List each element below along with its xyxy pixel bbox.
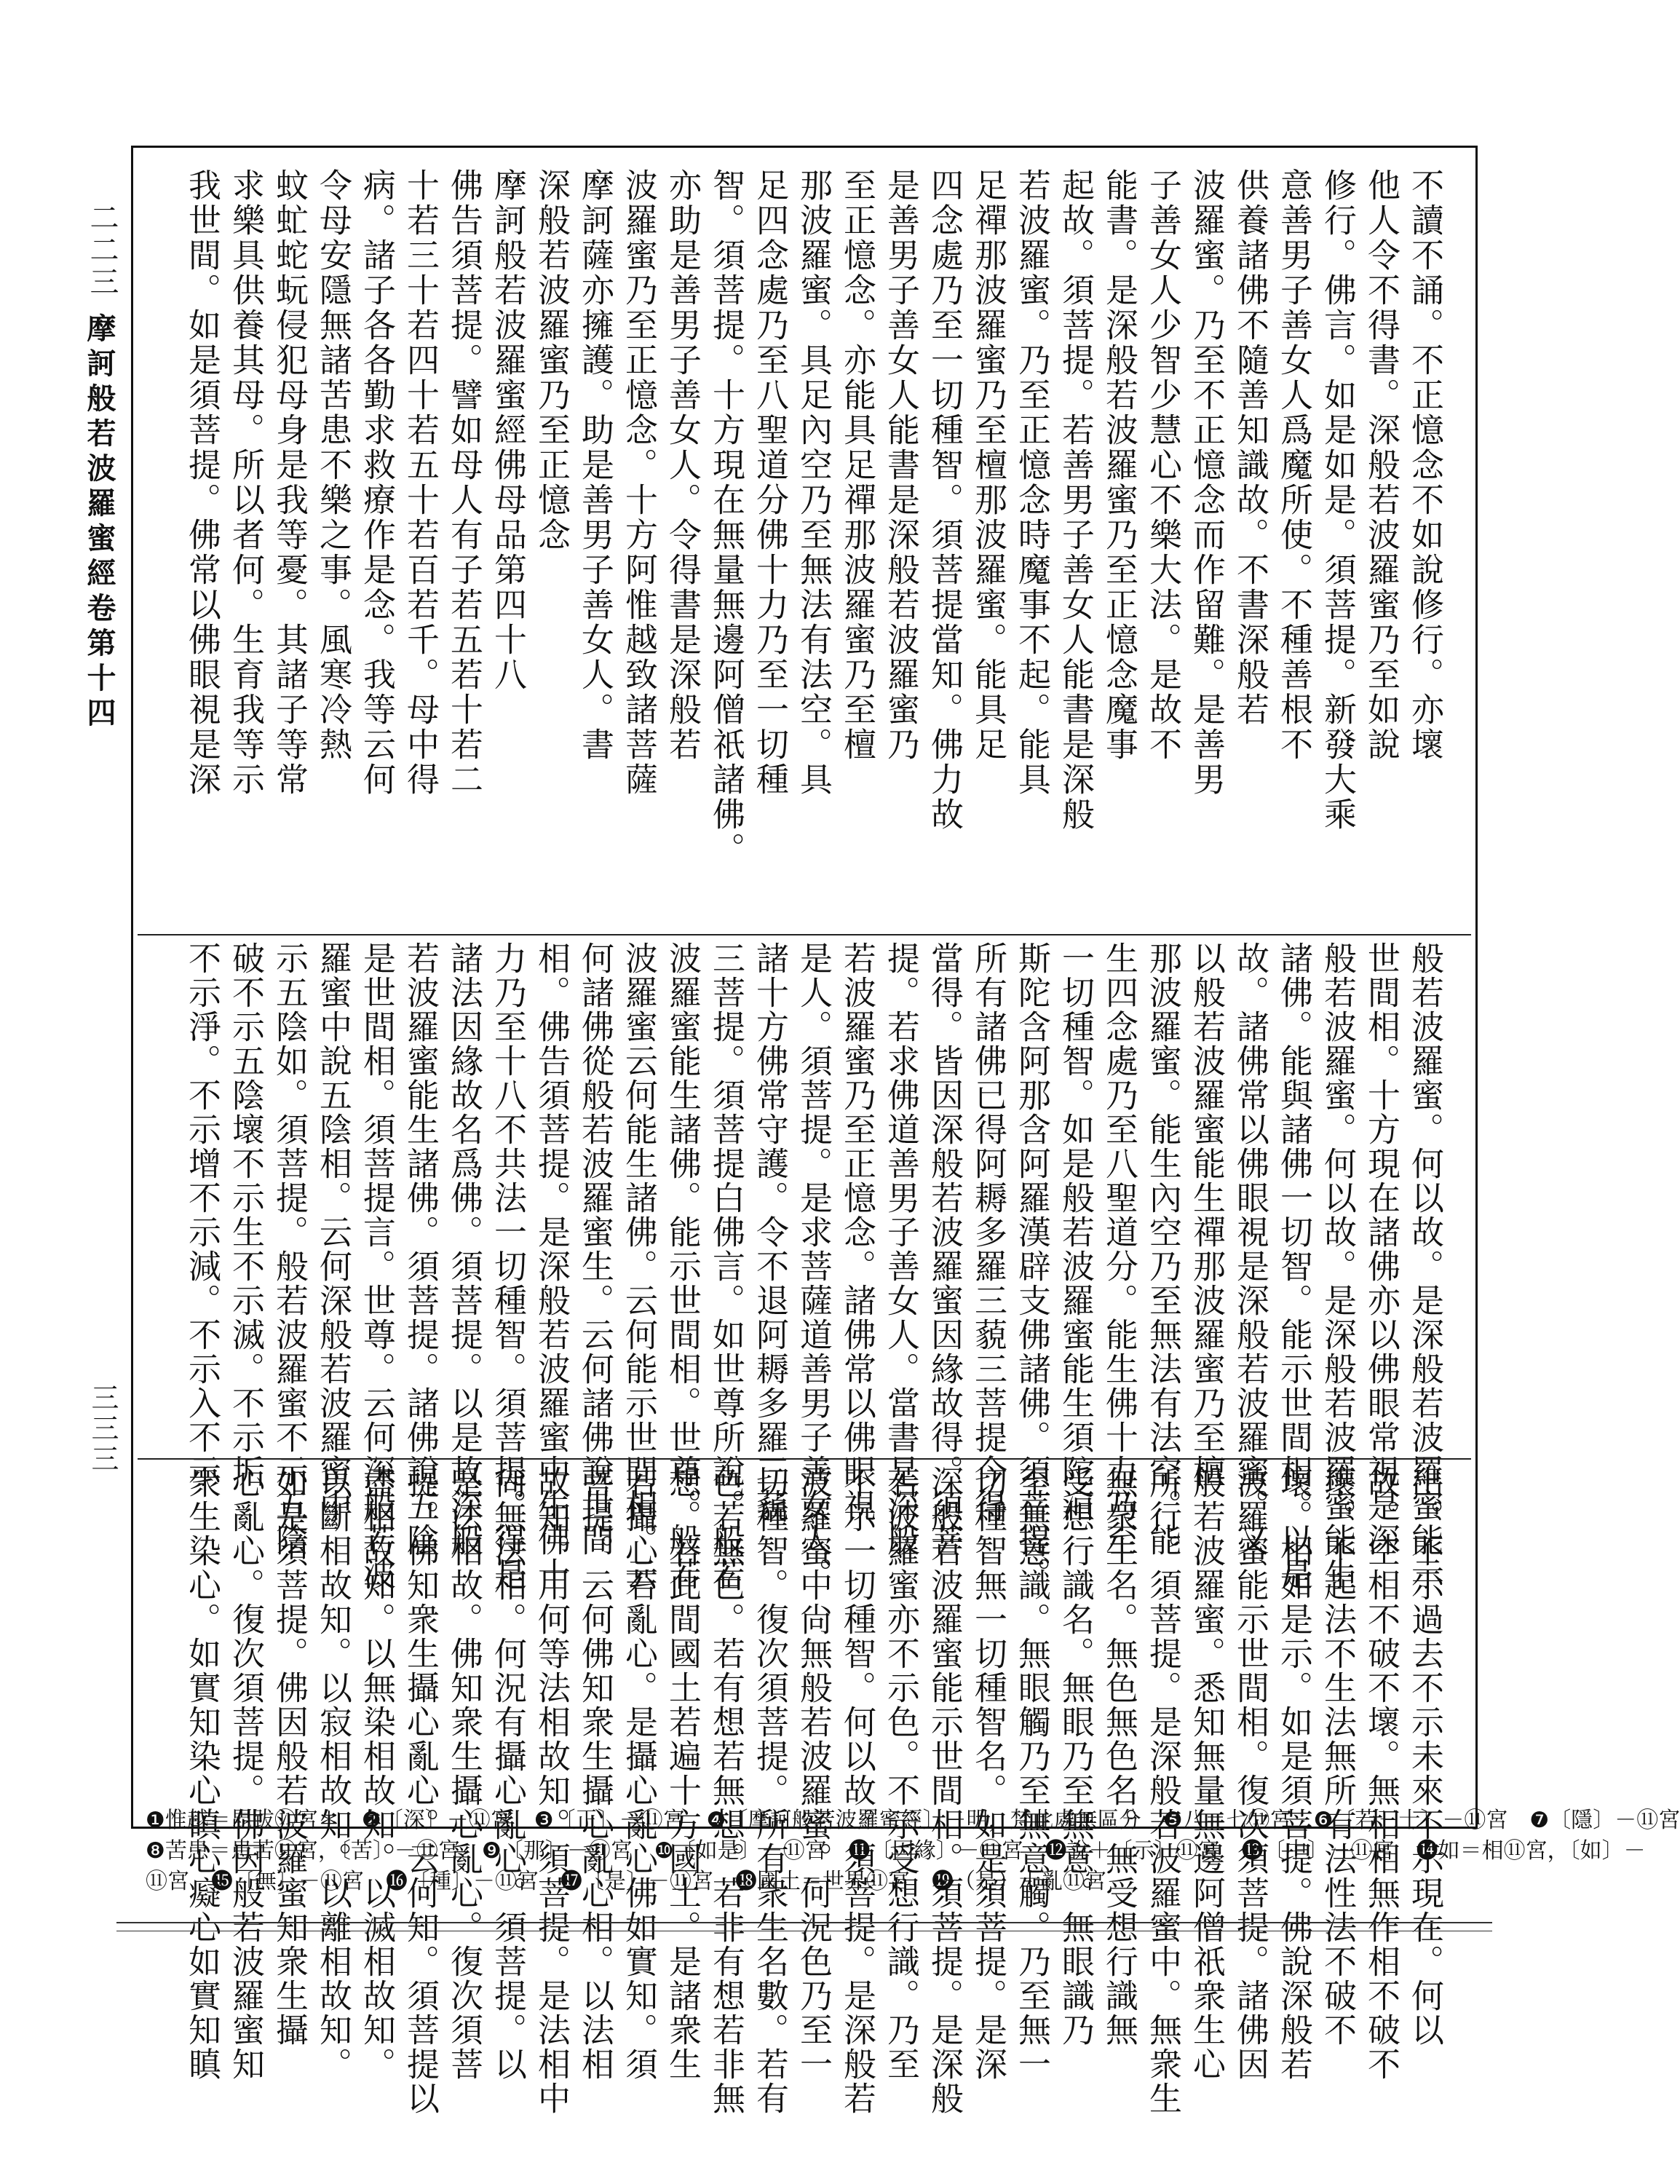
text-column: 波羅蜜能示世間相。復次須菩提。諸佛因 [1231, 1465, 1269, 2081]
tier-divider-2 [138, 1458, 1471, 1460]
text-column: 是人。須菩提。是求菩薩道善男子善女人。 [794, 941, 833, 1591]
text-column: 波羅蜜中尙無般若波羅蜜。何況色乃至一 [794, 1465, 833, 2081]
bottom-rule [116, 1922, 1492, 1923]
text-column: 四念處乃至一切種智。須菩提當知。佛力故 [925, 168, 964, 832]
text-column: 波羅蜜乃至正憶念。十方阿惟越致諸菩薩 [619, 168, 658, 797]
text-column: 足四念處乃至八聖道分佛十力乃至一切種 [750, 168, 789, 797]
text-column: 般若波羅蜜。何以故。是深般若波羅蜜能生 [1318, 941, 1357, 1591]
text-column: 菩提。云何佛知衆生攝心亂心相。以法相 [576, 1465, 614, 2081]
text-column: 供養諸佛不隨善知識故。不書深般若 [1231, 168, 1269, 727]
text-column: 波羅蜜云何能生諸佛。云何能示世間相。云 [619, 941, 658, 1591]
text-column: 若攝心若亂心。是攝心亂心佛如實知。須 [619, 1465, 658, 2081]
text-column: 不示淨。不示增不示減。不示入不示 [183, 941, 221, 1489]
text-column: 十若三十若四十若五十若百若千。母中得 [401, 168, 440, 797]
text-column: 能書。是深般若波羅蜜乃至正憶念魔事 [1100, 168, 1138, 762]
text-column: 盡相故知。以無染相故知。以滅相故知。 [357, 1465, 396, 2081]
text-column: 提。若求佛道善男子善女人。當書是深般 [881, 941, 920, 1557]
text-column: 病。諸子各各勤求救療作是念。我等云何 [357, 168, 396, 797]
text-column: 至正憶念。亦能具足禪那波羅蜜乃至檀 [838, 168, 876, 762]
text-column: 那波羅蜜。能生內空乃至無法有法空。能 [1144, 941, 1182, 1557]
text-column: 出。不示過去不示未來不示現在。何以 [1406, 1465, 1444, 2047]
volume-mark: 三三三 [87, 1383, 119, 1475]
text-column: 故知。用何等法相故知。須菩提。是法相中 [532, 1465, 571, 2116]
text-column: 修行。佛言。如是如是。須菩提。新發大乘 [1318, 168, 1357, 832]
text-column: 尙無法相。何況有攝心亂心。須菩提。以 [488, 1465, 527, 2081]
text-column: 所有諸佛已得阿耨多羅三藐三菩提今得 [969, 941, 1007, 1523]
text-column: 諸法因緣故名爲佛。須菩提。以是故深般 [445, 941, 483, 1557]
text-column: 破不示五陰壞不示生不示滅。不示垢 [226, 941, 265, 1489]
text-column: 子善女人少智少慧心不樂大法。是故不 [1144, 168, 1182, 762]
text-column: 般若波羅蜜。悉知無量無邊阿僧祇衆生心 [1187, 1465, 1226, 2081]
text-column: 波羅蜜能生諸佛。能示世間相。世尊。般若 [663, 941, 702, 1591]
text-column: 諸十方佛常守護。令不退阿耨多羅三藐 [750, 941, 789, 1523]
text-column: 所行。須菩提。是深般若波羅蜜中。無衆生 [1144, 1465, 1182, 2116]
text-column: 深般若波羅蜜能示世間相。須菩提。是深般 [925, 1465, 964, 2116]
text-column: 衆生染心。如實知染心瞋心癡心如實知瞋 [183, 1465, 221, 2081]
text-column: 以斷相故知。以寂相故知。以離相故知。 [314, 1465, 352, 2081]
text-column: 三菩提。須菩提白佛言。如世尊所說。般若 [707, 941, 745, 1591]
text-column: 若波羅蜜乃至正憶念。諸佛常以佛眼視 [838, 941, 876, 1523]
text-column: 不讀不誦。不正憶念不如說修行。亦壞 [1406, 168, 1444, 762]
text-column: 蚊虻蛇蚖侵犯母身是我等憂。其諸子等常 [270, 168, 309, 797]
text-column: 波羅蜜。乃至不正憶念而作留難。是善男 [1187, 168, 1226, 797]
footnote-line: ❽苦患＝患苦⑪宮，〔苦〕－⑪宮 ❾〔那〕－⑪宮 ❿〔如是〕－⑪宮 ⓫〔因緣〕－⑪宮 ⓬說＋〔示〕⑪宮 ⓭〔中〕－⑪宮 ⓮如＝相⑪宮，〔如〕－ [146, 1838, 1646, 1864]
text-column: 當得。皆因深般若波羅蜜因緣故得。須菩 [925, 941, 964, 1557]
text-column: 想。若此間國土若遍十方國土。是諸衆生 [663, 1465, 702, 2081]
text-column: 那波羅蜜。具足內空乃至無法有法空。具 [794, 168, 833, 797]
text-column: 故。諸佛常以佛眼視是深般若波羅蜜。又 [1231, 941, 1269, 1557]
tier-1-columns [162, 168, 1446, 925]
text-column: 不示一切種智。何以故。須菩提。是深般若 [838, 1465, 876, 2116]
text-column: 如是須菩提。佛因般若波羅蜜知衆生攝 [270, 1465, 309, 2047]
text-column: 求樂具供養其母。所以者何。生育我等示 [226, 168, 265, 797]
text-column: 若波羅蜜能生諸佛。須菩提。諸佛說五陰 [401, 941, 440, 1557]
text-column: 切種智。復次須菩提。所有衆生名數。若有 [750, 1465, 789, 2116]
text-column: 故。空相不破不壞。無相相無作相不破不 [1362, 1465, 1400, 2081]
text-column: 示五陰如。須菩提。般若波羅蜜不示五陰 [270, 941, 309, 1557]
page-number: 二二三 [85, 202, 119, 298]
text-column: 若波羅蜜。乃至正憶念時魔事不起。能具 [1013, 168, 1051, 797]
text-column: 無衆生名。無色無色名。無受想行識無 [1100, 1465, 1138, 2047]
running-title: 摩訶般若波羅蜜經卷第十四 [82, 313, 116, 732]
text-column: 以般若波羅蜜能生禪那波羅蜜乃至檀 [1187, 941, 1226, 1489]
text-column: 世間相。十方現在諸佛亦以佛眼常視是深 [1362, 941, 1400, 1557]
text-column: 摩訶薩亦擁護。助是善男子善女人。書 [576, 168, 614, 762]
footnote-line: ❶惟越＝毘跋⑪宮＊ ❷〔深〕－⑪宮 ❸〔正〕－⑪宮 ❹〔摩訶般若波羅蜜經〕－明，梵此處無區分 ❺八＝七⑪宮 ❻〔若三十〕－⑪宮 ❼〔隱〕－⑪宮 [146, 1808, 1680, 1833]
text-column: 何諸佛從般若波羅蜜生。云何諸佛說世間 [576, 941, 614, 1557]
tier-divider-1 [138, 934, 1471, 935]
text-column: 心亂心。復次須菩提。佛因般若波羅蜜知 [226, 1465, 265, 2081]
text-column: 切種智無一切種智名。如是須菩提。是深 [969, 1465, 1007, 2081]
tier-2-columns [162, 941, 1446, 1591]
footnotes [146, 1805, 1680, 1897]
text-column: 若波羅蜜亦不示色。不示受想行識。乃至 [881, 1465, 920, 2081]
text-column: 意善男子善女人爲魔所使。不種善根不 [1275, 168, 1313, 762]
tier-2 [162, 941, 1446, 1591]
text-column: 壞。不起法不生法無所有法性法不破不 [1318, 1465, 1357, 2047]
tier-1 [162, 168, 1446, 925]
text-column: 般若波羅蜜。何以故。是深般若波羅蜜能示 [1406, 941, 1444, 1591]
text-column: 受想行識名。無眼乃至無意。無眼識乃 [1056, 1465, 1095, 2047]
text-column: 我世間。如是須菩提。佛常以佛眼視是深 [183, 168, 221, 797]
text-column: 他人令不得書。深般若波羅蜜乃至如說 [1362, 168, 1400, 762]
text-column: 深般若波羅蜜乃至正憶念 [532, 168, 571, 553]
text-column: 羅蜜中說五陰相。云何深般若波羅蜜中 [314, 941, 352, 1523]
text-column: 是法相故。佛知衆生攝心亂心。復次須菩 [445, 1465, 483, 2081]
text-column: 亦助是善男子善女人。令得書是深般若 [663, 168, 702, 762]
text-column: 是善男子善女人能書是深般若波羅蜜乃 [881, 168, 920, 762]
text-column: 足禪那波羅蜜乃至檀那波羅蜜。能具足 [969, 168, 1007, 762]
text-column: 令母安隱無諸苦患不樂之事。風寒冷熱 [314, 168, 352, 762]
text-column: 相。佛告須菩提。是深般若波羅蜜中生佛十 [532, 941, 571, 1591]
text-column: 是世間相。須菩提言。世尊。云何深般若波 [357, 941, 396, 1591]
text-column: 生四念處乃至八聖道分。能生佛十力乃至 [1100, 941, 1138, 1557]
text-column: 摩訶般若波羅蜜經佛母品第四十八 [488, 168, 527, 692]
text-column: 起故。須菩提。若善男子善女人能書是深般 [1056, 168, 1095, 832]
text-column: 色若無色。若有想若無想。若非有想若非無 [707, 1465, 745, 2116]
text-column: 佛告須菩提。譬如母人有子若五若十若二 [445, 168, 483, 797]
text-column: 斯陀含阿那含阿羅漢辟支佛諸佛。須菩提。 [1013, 941, 1051, 1591]
text-column: 提。佛知衆生攝心亂心。云何知。須菩提以 [401, 1465, 440, 2116]
text-column: 壞。相如是示。如是須菩提。佛說深般若 [1275, 1465, 1313, 2081]
text-column: 諸佛。能與諸佛一切智。能示世間相。以是 [1275, 941, 1313, 1591]
footnote-line: ⑪宮 ⓯〔無〕－⑪宮 ⓰〔種〕－⑪宮 ⓱〔是〕－⑪宮 ⓲國土＝世界⑪宮 ⓳（是）十亂⑪宮 [146, 1869, 1106, 1894]
text-column: 力乃至十八不共法一切種智。須菩提。得是 [488, 941, 527, 1591]
text-column: 至無意識。無眼觸乃至無意觸。乃至無一 [1013, 1465, 1051, 2081]
text-column: 智。須菩提。十方現在無量無邊阿僧祇諸佛。 [707, 168, 745, 867]
text-column: 一切種智。如是般若波羅蜜能生須陀洹 [1056, 941, 1095, 1523]
